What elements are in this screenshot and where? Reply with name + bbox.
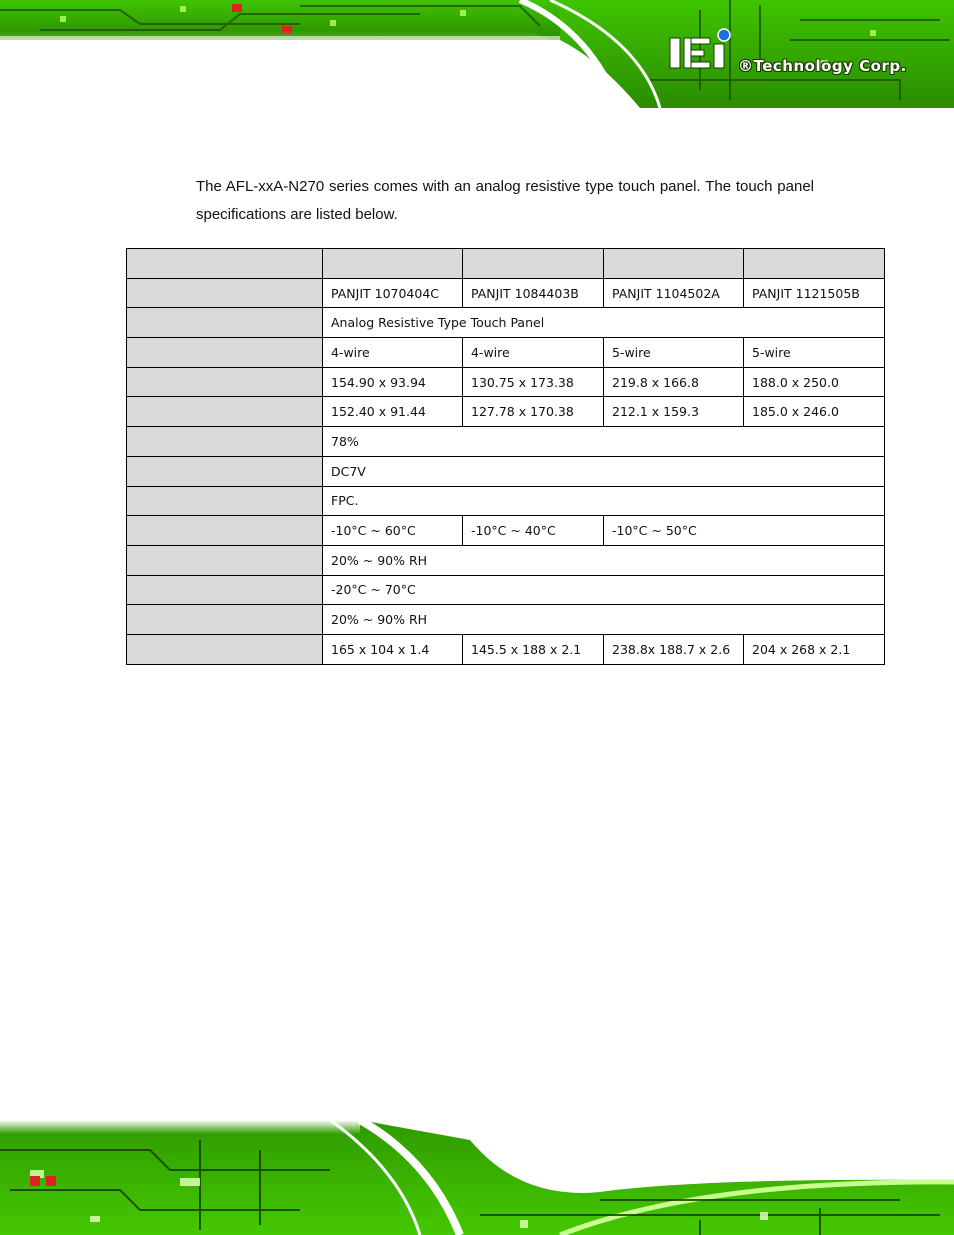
table-cell: -10°C ~ 60°C [323,516,463,546]
table-cell: 127.78 x 170.38 [463,397,604,427]
table-row [127,516,885,546]
table-cell: PANJIT 1070404C [323,278,463,308]
table-row [127,308,885,338]
header-cell [744,249,885,279]
row-label-cell [127,516,323,546]
table-row [127,397,885,427]
row-label-cell [127,308,323,338]
table-cell: 152.40 x 91.44 [323,397,463,427]
table-cell: FPC. [323,486,885,516]
table-row [127,634,885,664]
table-cell: -10°C ~ 40°C [463,516,604,546]
row-label-cell [127,605,323,635]
row-label-cell [127,338,323,368]
table-cell: 185.0 x 246.0 [744,397,885,427]
row-label-cell [127,634,323,664]
table-cell: 4-wire [463,338,604,368]
row-label-cell [127,575,323,605]
table-row [127,575,885,605]
table-cell: 78% [323,427,885,457]
table-cell: 238.8x 188.7 x 2.6 [604,634,744,664]
table-cell: 4-wire [323,338,463,368]
table-cell: 165 x 104 x 1.4 [323,634,463,664]
table-row [127,605,885,635]
table-cell: Analog Resistive Type Touch Panel [323,308,885,338]
row-label-cell [127,456,323,486]
row-label-cell [127,397,323,427]
table-row [127,486,885,516]
table-cell: DC7V [323,456,885,486]
table-cell: PANJIT 1121505B [744,278,885,308]
row-label-cell [127,545,323,575]
header-cell [463,249,604,279]
header-cell [604,249,744,279]
header-banner [0,0,954,112]
table-cell: 130.75 x 173.38 [463,367,604,397]
table-cell: 20% ~ 90% RH [323,545,885,575]
table-cell: -20°C ~ 70°C [323,575,885,605]
footer-banner [0,1120,954,1235]
table-cell: 204 x 268 x 2.1 [744,634,885,664]
table-row [127,427,885,457]
table-row [127,278,885,308]
table-row [127,338,885,368]
table-cell: 219.8 x 166.8 [604,367,744,397]
header-cell [323,249,463,279]
table-cell: PANJIT 1104502A [604,278,744,308]
company-logo [668,26,918,82]
intro-paragraph: The AFL-xxA-N270 series comes with an analog resistive type touch panel. The touch panel specifications are listed below. [196,178,814,223]
row-label-cell [127,427,323,457]
table-cell: 5-wire [744,338,885,368]
table-cell: 145.5 x 188 x 2.1 [463,634,604,664]
row-label-cell [127,486,323,516]
touch-panel-spec-table [126,248,885,665]
logo-wordmark: ®Technology Corp. [738,57,907,75]
table-cell: 5-wire [604,338,744,368]
table-cell: 154.90 x 93.94 [323,367,463,397]
table-row [127,367,885,397]
row-label-cell [127,278,323,308]
table-header-row [127,249,885,279]
table-cell: 20% ~ 90% RH [323,605,885,635]
table-cell: PANJIT 1084403B [463,278,604,308]
table-cell: 212.1 x 159.3 [604,397,744,427]
iei-logo-icon [668,26,732,74]
pcb-footer-graphic [0,1120,954,1235]
table-row [127,456,885,486]
table-cell: -10°C ~ 50°C [604,516,885,546]
table-row [127,545,885,575]
table-cell: 188.0 x 250.0 [744,367,885,397]
header-cell [127,249,323,279]
row-label-cell [127,367,323,397]
